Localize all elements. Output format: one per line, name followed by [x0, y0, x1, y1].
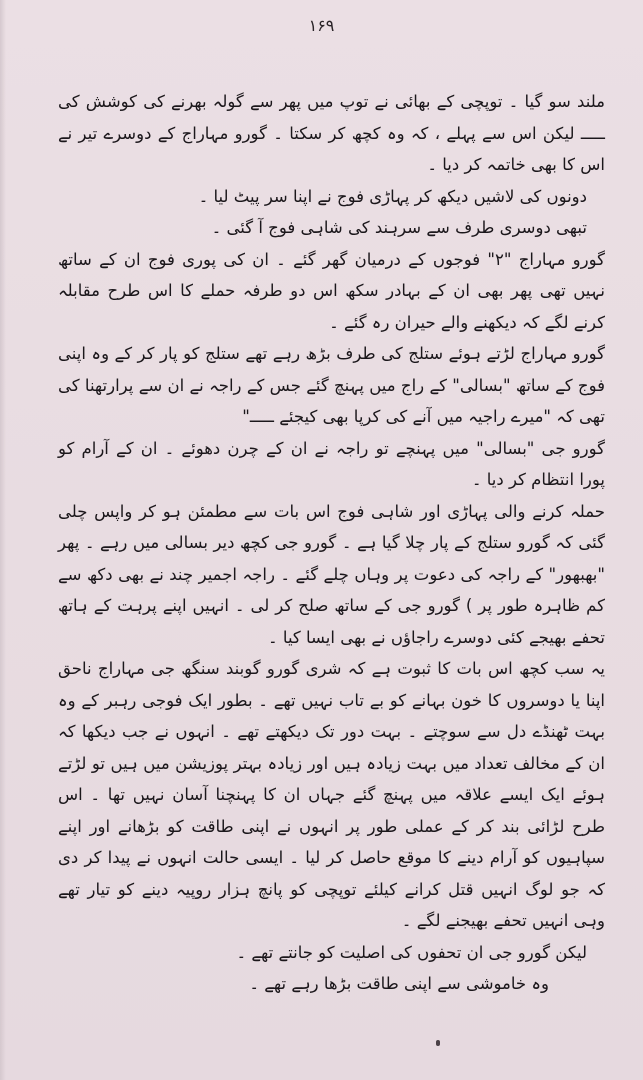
paragraph-2: دونوں کی لاشیں دیکھ کر پہاڑی فوج نے اپنا سر پیٹ لیا ۔: [198, 186, 587, 206]
paragraph-1: ملند سو گیا ۔ توپچی کے بھائی نے توپ میں پھر سے گولہ بھرنے کی کوشش کی ـــــ لیکن اس سے پہلے ، کہ وہ کچھ کر سکتا ۔ گورو مہاراج کے دوسرے تیر نے اس کا بھی خاتمہ کر دیا ۔: [58, 92, 605, 174]
body-text: [58, 86, 605, 1000]
ink-mark: [436, 1040, 440, 1046]
paragraph-3: تبھی دوسری طرف سے سرہند کی شاہی فوج آ گئی ۔: [211, 218, 587, 237]
paragraph-10: وہ خاموشی سے اپنی طاقت بڑھا رہے تھے ۔: [249, 974, 549, 993]
paragraph-8: یہ سب کچھ اس بات کا ثبوت ہے کہ شری گورو گوبند سنگھ جی مہاراج ناحق اپنا یا دوسروں کا خون بہانے کو بے تاب نہیں تھے ۔ بطور ایک فوجی رہبر کے وہ بہت ٹھنڈے دل سے سوچتے ۔ بہت دور تک دیکھتے تھے ۔ انہوں نے جب دیکھا کہ ان کے مخالف تعداد میں بہت زیادہ ہیں اور زیادہ بہتر پوزیشن میں ہیں تو لڑتے ہوئے ایک ایسے علاقہ میں پہنچ گئے جہاں ان کا پہنچنا آسان نہیں تھا ۔ اس طرح لڑائی بند کر کے عملی طور پر انہوں نے اپنی طاقت کو بڑھانے اور اپنے سپاہیوں کو آرام دینے کا موقع حاصل کر لیا ۔ ایسی حالت انہوں نے پیدا کر دی کہ جو لوگ انہیں قتل کرانے کیلئے توپچی کو پانچ ہزار روپیہ دینے کو تیار تھے وہی انہیں تحفے بھیجنے لگے ۔: [58, 659, 605, 930]
page-number: ۱۶۹: [308, 16, 335, 35]
paragraph-9: لیکن گورو جی ان تحفوں کی اصلیت کو جانتے تھے ۔: [236, 942, 587, 962]
paragraph-6: گورو جی "بسالی" میں پہنچے تو راجہ نے ان کے چرن دھوئے ۔ ان کے آرام کو پورا انتظام کر دیا ۔: [58, 438, 605, 489]
paragraph-7: حملہ کرنے والی پہاڑی اور شاہی فوج اس بات سے مطمئن ہو کر واپس چلی گئی کہ گورو ستلج کے پار چلا گیا ہے ۔ گورو جی کچھ دیر بسالی میں رہے ۔ پھر "بھبھور" کے راجہ کی دعوت پر وہاں چلے گئے ۔ راجہ اجمیر چند نے بھی دکھ سے کم ظاہرہ طور پر ) گورو جی کے ساتھ صلح کر لی ۔ انہیں اپنے پرہت کے ہاتھ تحفے بھیجے کئی دوسرے راجاؤں نے بھی ایسا کیا ۔: [58, 501, 605, 647]
paragraph-5: گورو مہاراج لڑتے ہوئے ستلج کی طرف بڑھ رہے تھے ستلج کو پار کر کے وہ اپنی فوج کے ساتھ "بسالی" کے راج میں پہنچ گئے جس کے راجہ نے ان سے پرارتھنا کی تھی کہ "میرے راجیہ میں آنے کی کرپا بھی کیجئے ـــــ": [58, 344, 605, 426]
paragraph-4: گورو مہاراج "۲" فوجوں کے درمیان گھر گئے ۔ ان کی پوری فوج ان کے ساتھ نہیں تھی پھر بھی ان کے بہادر سکھ اس دو طرفہ حملے کا اس طرح مقابلہ کرنے لگے کہ دیکھنے والے حیران رہ گئے ۔: [58, 249, 605, 332]
page-edge-shadow: [0, 0, 6, 1080]
